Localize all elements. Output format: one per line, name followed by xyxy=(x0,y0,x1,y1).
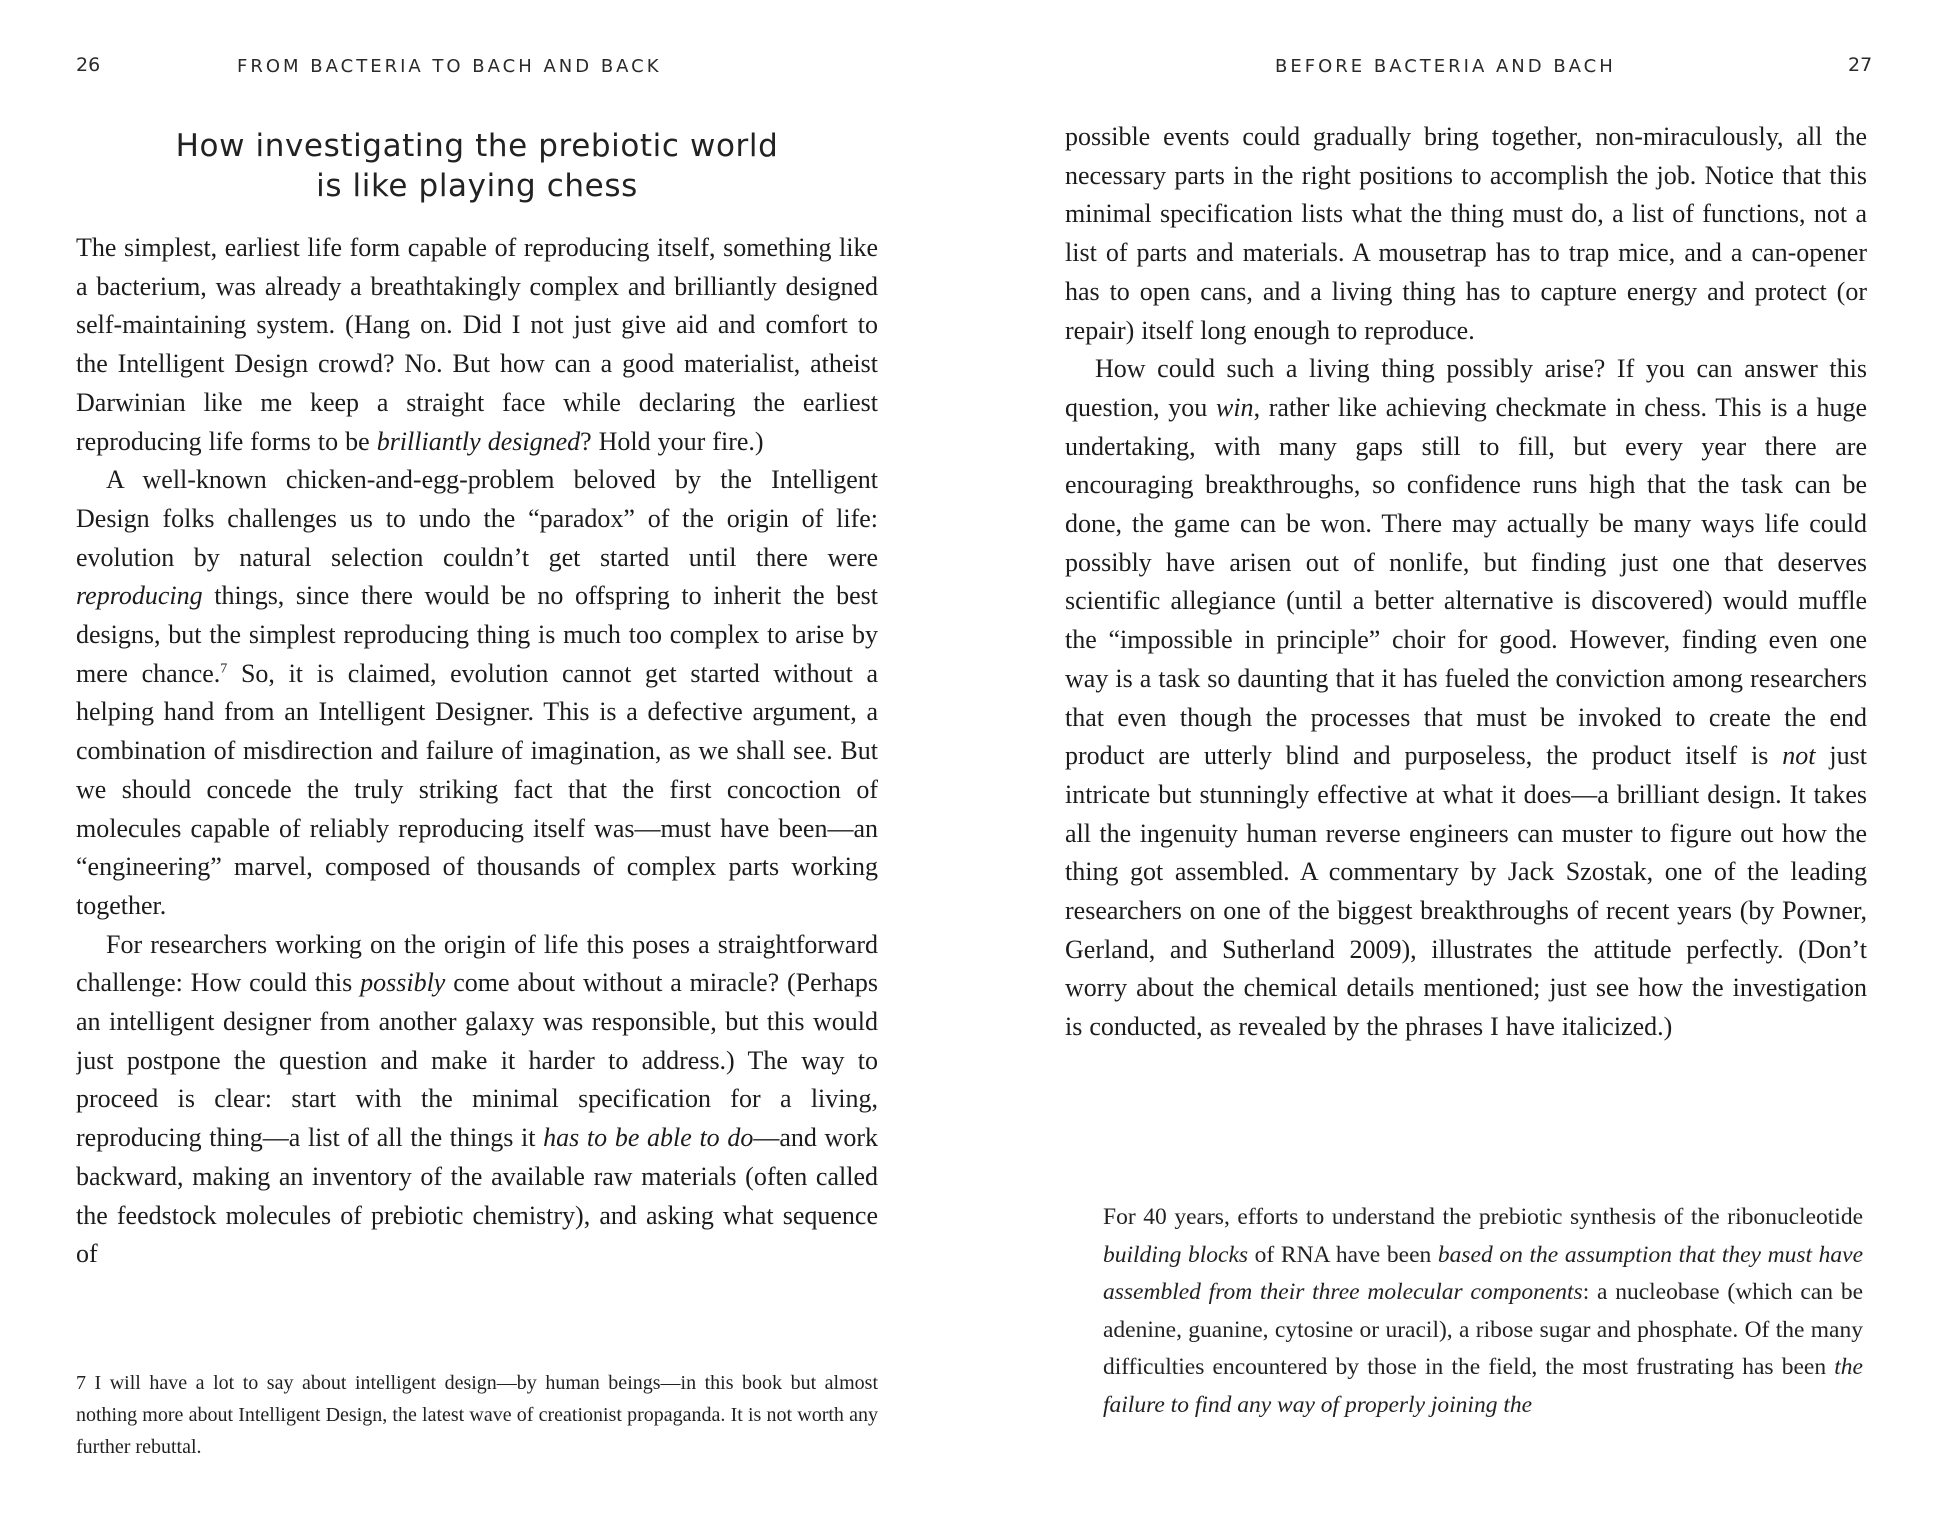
text-run: For researchers working on the origin of life this poses a straightforward challenge: How could this xyxy=(76,929,878,998)
paragraph: possible events could gradually bring together, non-miraculously, all the necessary parts in the right positions to accomplish the job. Notice that this minimal specification lists what the thing must do, a list of functions, not a list of parts and materials. A mousetrap has to trap mice, and a can-opener has to open cans, and a living thing has to capture energy and protect (or repair) itself long enough to reproduce. xyxy=(1065,122,1867,345)
section-heading-line-2: is like playing chess xyxy=(316,168,638,204)
footnote-marker[interactable]: 7 xyxy=(220,661,228,677)
italic-text: the failure to find any way of properly joining the xyxy=(1103,1354,1863,1418)
left-body-text xyxy=(76,229,878,1289)
italic-text: possibly xyxy=(360,968,446,998)
left-page xyxy=(0,0,967,1516)
right-page xyxy=(967,0,1935,1516)
italic-text: based on the assumption that they must have assembled from their three molecular components xyxy=(1103,1241,1863,1305)
text-run: For 40 years, efforts to understand the prebiotic synthesis of the ribonucleotide xyxy=(1103,1204,1863,1230)
section-heading xyxy=(77,126,877,206)
italic-text: has to be able to do xyxy=(543,1123,754,1153)
text-run: : a nucleobase (which can be adenine, guanine, cytosine or uracil), a ribose sugar and phosphate. Of the many difficulties encountered by those in the field, the most frustrating has been xyxy=(1103,1279,1863,1380)
italic-text: building blocks xyxy=(1103,1241,1249,1268)
paragraph xyxy=(76,461,878,925)
running-head-left: FROM BACTERIA TO BACH AND BACK xyxy=(237,56,662,77)
text-run: come about without a miracle? (Perhaps an intelligent designer from another galaxy was responsible, but this would just postpone the question and make it harder to address.) The way to proceed is clear: start with the minimal specification for a living, reproducing thing—a list of all the things it xyxy=(76,968,878,1153)
italic-text: brilliantly designed xyxy=(376,426,581,456)
text-run: just intricate but stunningly effective at what it does—a brilliant design. It takes all the ingenuity human reverse engineers can muster to figure out how the thing got assembled. A commentary by Jack Szostak, one of the leading researchers on one of the biggest breakthroughs of recent years (by Powner, Gerland, and Sutherland 2009), illustrates the attitude perfectly. (Don’t worry about the chemical details mentioned; just see how the investigation is conducted, as revealed by the phrases I have italicized.) xyxy=(1065,741,1867,1042)
page-number-right: 27 xyxy=(1848,54,1873,76)
italic-text: win xyxy=(1215,392,1254,422)
italic-text: not xyxy=(1782,741,1816,771)
page-number-left: 26 xyxy=(76,54,101,76)
text-run: of RNA have been xyxy=(1248,1241,1438,1268)
text-run: The simplest, earliest life form capable of reproducing itself, something like a bacterium, was already a breathtakingly complex and brilliantly designed self-maintaining system. (Hang on. Did I not just give aid and comfort to the Intelligent Design crowd? No. But how can a good materialist, atheist Darwinian like me keep a straight face while declaring the earliest reproducing life forms to be xyxy=(76,233,878,456)
paragraph xyxy=(76,926,878,1274)
running-head-right: BEFORE BACTERIA AND BACH xyxy=(1275,56,1616,77)
text-run: things, since there would be no offspring to inherit the best designs, but the simplest reproducing thing is much too complex to arise by mere chance. xyxy=(76,581,878,688)
text-run: A well-known chicken-and-egg-problem beloved by the Intelligent Design folks challenges us to undo the “paradox” of the origin of life: evolution by natural selection couldn’t get started until there were xyxy=(76,465,878,572)
italic-text: reproducing xyxy=(76,581,203,611)
footnote: 7 I will have a lot to say about intelligent design—by human beings—in this book but almost nothing more about Intelligent Design, the latest wave of creationist propaganda. It is not worth any further rebuttal. xyxy=(76,1372,878,1458)
text-run: So, it is claimed, evolution cannot get started without a helping hand from an Intelligent Designer. This is a defective argument, a combination of misdirection and failure of imagination, as we shall see. But we should concede the truly striking fact that the first concoction of molecules capable of reliably reproducing itself was—must have been—an “engineering” marvel, composed of thousands of complex parts working together. xyxy=(76,658,878,920)
text-run: How could such a living thing possibly arise? If you can answer this question, you xyxy=(1065,354,1867,422)
paragraph xyxy=(76,229,878,461)
text-run: ? Hold your fire.) xyxy=(580,426,764,456)
paragraph xyxy=(1065,350,1867,1047)
text-run: —and work backward, making an inventory of the available raw materials (often called the feedstock molecules of prebiotic chemistry), and asking what sequence of xyxy=(76,1123,878,1269)
section-heading-line-1: How investigating the prebiotic world xyxy=(175,128,779,164)
right-body-text xyxy=(1065,118,1867,1158)
text-run: , rather like achieving checkmate in chess. This is a huge undertaking, with many gaps still to fill, but every year there are encouraging breakthroughs, so confidence runs high that the task can be done, the game can be won. There may actually be many ways life could possibly have arisen out of nonlife, but finding just one that deserves scientific allegiance (until a better alternative is discovered) would muffle the “impossible in principle” choir for good. However, finding even one way is a task so daunting that it has fueled the conviction among researchers that even though the processes that must be invoked to create the end product are utterly blind and purposeless, the product itself is xyxy=(1065,392,1867,771)
block-quote xyxy=(1103,1199,1863,1499)
